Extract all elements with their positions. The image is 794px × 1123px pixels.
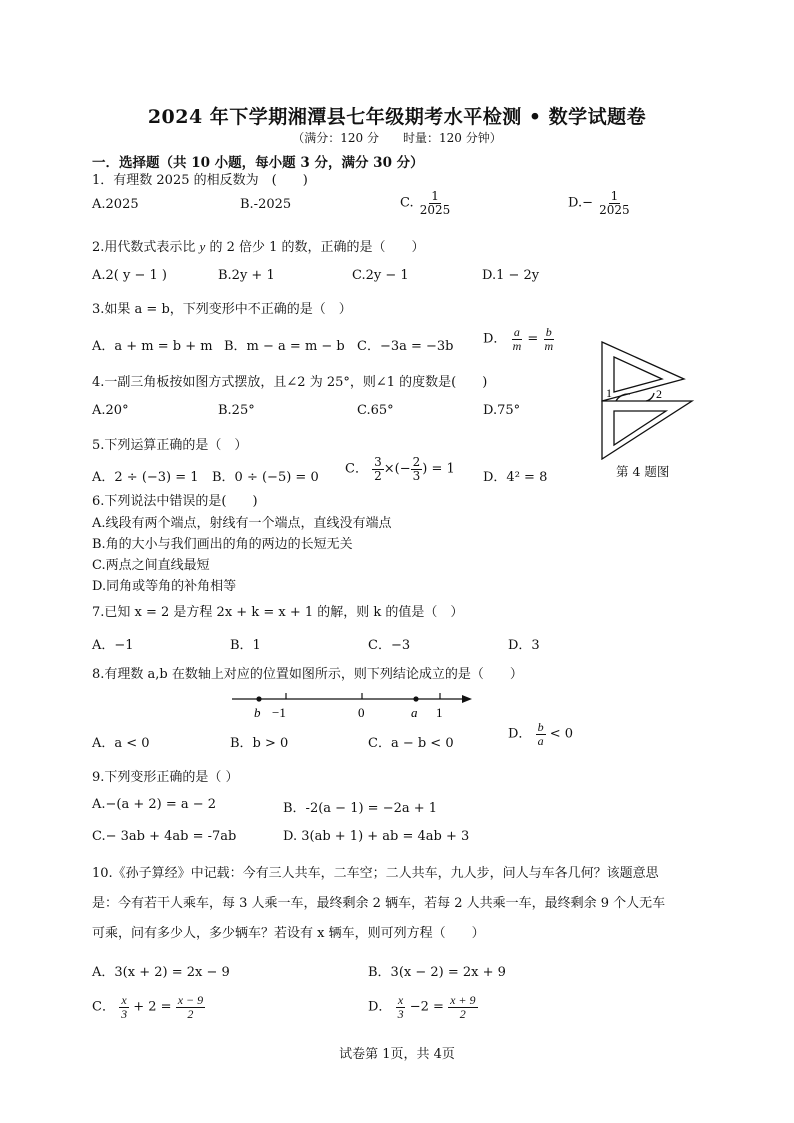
q2-option-c: C.2y − 1 (352, 268, 409, 283)
q4-option-b: B.25° (218, 403, 255, 418)
q3-option-b: B．m − a = m − b (224, 339, 345, 354)
q5-option-a: A．2 ÷ (−3) = 1 (92, 470, 199, 485)
axis-label-1: 1 (436, 705, 443, 720)
q10-option-d: D． $\frac{x}{3}$ −2 = $\frac{x + 9}{2}$ (368, 993, 476, 1021)
q1-option-b: B.-2025 (240, 197, 292, 212)
q6-stem: 6.下列说法中错误的是( ) (92, 494, 258, 509)
set-square-figure (588, 335, 698, 460)
axis-label-0: 0 (358, 705, 365, 720)
q10-stem-line1: 10.《孙子算经》中记载：今有三人共车，二车空；二人共车，九人步，问人与车各几何？该题意思 (92, 866, 659, 881)
point-b (256, 696, 261, 701)
q9-option-d: D. 3(ab + 1) + ab = 4ab + 3 (283, 829, 470, 844)
q5-option-b: B．0 ÷ (−5) = 0 (212, 470, 319, 485)
q8-option-d: D． $\frac{b}{a}$ < 0 (508, 720, 574, 748)
q10-stem-line2: 是：今有若干人乘车，每 3 人乘一车，最终剩余 2 辆车，若每 2 人共乘一车，最终剩余 9 个人无车 (92, 896, 666, 911)
q8-option-c: C．a − b < 0 (368, 736, 454, 751)
q4-stem: 4.一副三角板按如图方式摆放，且∠2 为 25°，则∠1 的度数是( ) (92, 375, 488, 390)
q9-option-a: A.−(a + 2) = a − 2 (92, 797, 217, 812)
q6-option-a: A.线段有两个端点，射线有一个端点，直线没有端点 (92, 516, 392, 531)
q2-option-b: B.2y + 1 (218, 268, 275, 283)
q6-option-c: C.两点之间直线最短 (92, 558, 210, 573)
lower-triangle (602, 401, 692, 459)
number-line (228, 688, 476, 720)
q9-option-c: C.− 3ab + 4ab = -7ab (92, 829, 237, 844)
exam-info: （满分：120 分 时量：120 分钟） (292, 131, 502, 145)
q3-stem: 3.如果 a = b，下列变形中不正确的是（ ） (92, 302, 352, 317)
q10-stem-line3: 可乘，问有多少人，多少辆车？若设有 x 辆车，则可列方程（ ） (92, 926, 485, 941)
q7-option-a: A．−1 (92, 638, 134, 653)
q8-option-b: B．b > 0 (230, 736, 289, 751)
q3-option-a: A．a + m = b + m (92, 339, 213, 354)
figure-caption: 第 4 题图 (616, 464, 670, 479)
q4-option-d: D.75° (483, 403, 521, 418)
page-title: 2024 年下学期湘潭县七年级期考水平检测 • 数学试题卷 (147, 106, 647, 128)
q1-option-d: D.− $\frac{1}{2025}$ (568, 189, 630, 217)
q2-option-a: A.2( y − 1 ) (92, 268, 167, 283)
q5-stem: 5.下列运算正确的是（ ） (92, 438, 248, 453)
q3-option-d: D． $\frac{a}{m}$ = $\frac{b}{m}$ (483, 325, 554, 353)
q6-option-b: B.角的大小与我们画出的角的两边的长短无关 (92, 537, 353, 552)
q1-option-c: C. $\frac{1}{2025}$ (400, 189, 451, 217)
q8-stem: 8.有理数 a,b 在数轴上对应的位置如图所示，则下列结论成立的是（ ） (92, 667, 523, 682)
q10-option-b: B．3(x − 2) = 2x + 9 (368, 965, 506, 980)
q9-stem: 9.下列变形正确的是（ ） (92, 770, 239, 785)
section-heading: 一．选择题（共 10 小题，每小题 3 分，满分 30 分） (92, 155, 424, 171)
q4-option-a: A.20° (92, 403, 129, 418)
q2-option-d: D.1 − 2y (482, 268, 540, 283)
point-a (413, 696, 418, 701)
q1-stem: 1．有理数 2025 的相反数为 ( ) (92, 173, 308, 188)
q7-option-d: D．3 (508, 638, 540, 653)
axis-label-a: a (411, 705, 418, 720)
q3-option-c: C．−3a = −3b (357, 339, 454, 354)
q5-option-d: D．4² = 8 (483, 470, 548, 485)
q10-option-c: C． $\frac{x}{3}$ + 2 = $\frac{x - 9}{2}$ (92, 993, 204, 1021)
q5-option-c: C． $\frac{3}{2}$ ×(− $\frac{2}{3}$ ) = 1 (345, 455, 455, 483)
angle-1-label: 1 (606, 386, 612, 400)
axis-label-b: b (254, 705, 261, 720)
q7-option-c: C．−3 (368, 638, 411, 653)
q7-option-b: B．1 (230, 638, 261, 653)
q10-option-a: A．3(x + 2) = 2x − 9 (92, 965, 230, 980)
angle-2-label: 2 (656, 387, 662, 401)
axis-label-minus1: −1 (272, 705, 286, 720)
q7-stem: 7.已知 x = 2 是方程 2x + k = x + 1 的解，则 k 的值是（ ） (92, 605, 464, 620)
q2-stem: 2.用代数式表示比 y 的 2 倍少 1 的数，正确的是（ ） (92, 239, 425, 255)
q9-option-b: B．-2(a − 1) = −2a + 1 (283, 801, 438, 816)
q6-option-d: D.同角或等角的补角相等 (92, 579, 237, 594)
q1-option-a: A.2025 (92, 197, 139, 212)
q4-option-c: C.65° (357, 403, 394, 418)
q8-option-a: A．a < 0 (92, 736, 150, 751)
page-footer: 试卷第 1页，共 4页 (339, 1047, 455, 1062)
